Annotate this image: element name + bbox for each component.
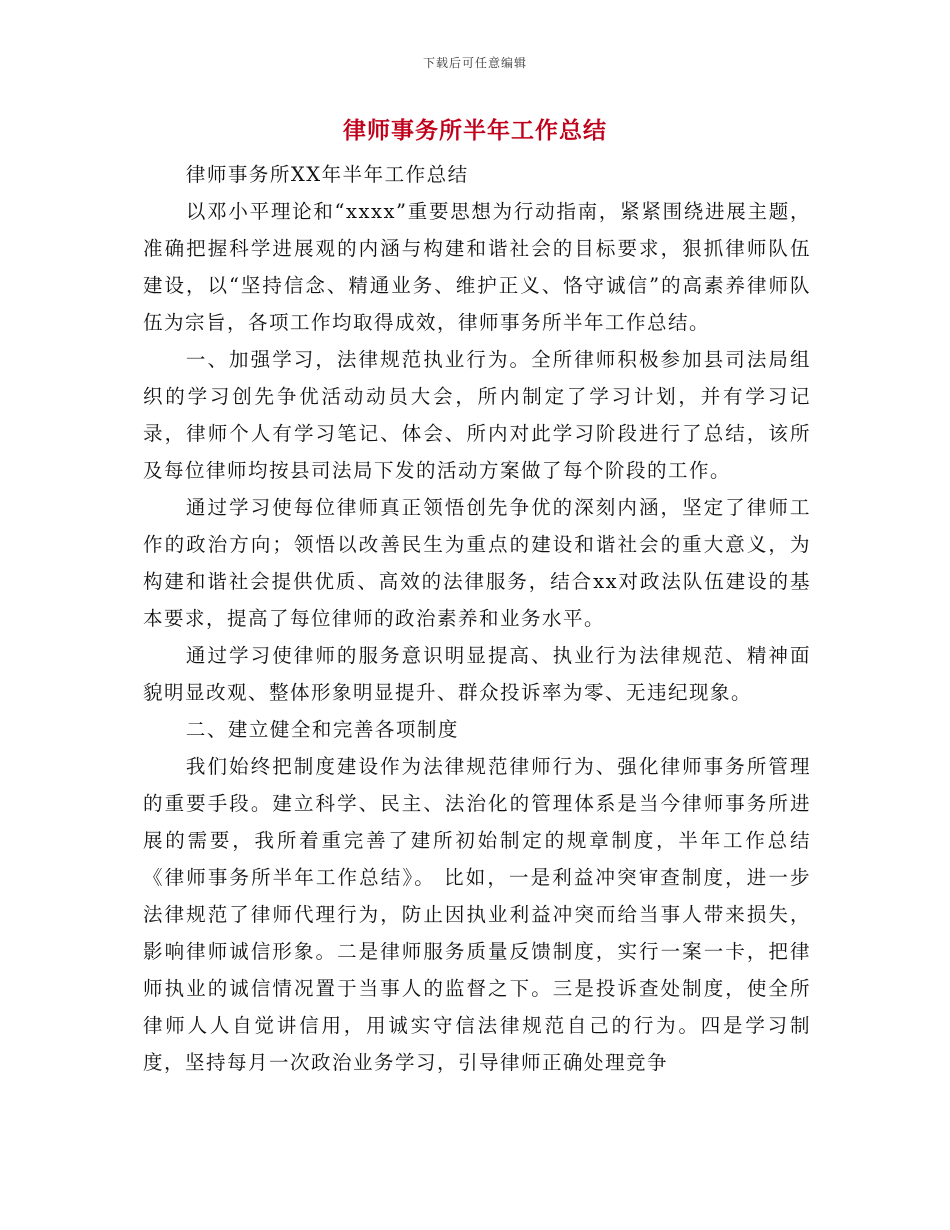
paragraph-intro: 以邓小平理论和“xxxx”重要思想为行动指南，紧紧围绕进展主题，准确把握科学进展观的内涵与构建和谐社会的目标要求，狠抓律师队伍建设，以“坚持信念、精通业务、维护正义、恪守诚信”的高素养律师队伍为宗旨，各项工作均取得成效，律师事务所半年工作总结。 xyxy=(143,200,811,334)
paragraph-subtitle: 律师事务所XX年半年工作总结 xyxy=(185,163,469,186)
paragraph-system-building: 我们始终把制度建设作为法律规范律师行为、强化律师事务所管理的重要手段。建立科学、民主、法治化的管理体系是当今律师事务所进展的需要，我所着重完善了建所初始制定的规章制度，半年工作总结《律师事务所半年工作总结》。 比如，一是利益冲突审查制度，进一步法律规范了律师代理行为，防止因执业利益冲突而给当事人带来损失，影响律师诚信形象。二是律师服务质量反馈制度，实行一案一卡，把律师执业的诚信情况置于当事人的监督之下。三是投诉查处制度，使全所律师人人自觉讲信用，用诚实守信法律规范自己的行为。四是学习制度，坚持每月一次政治业务学习，引导律师正确处理竞争 xyxy=(143,755,811,1074)
document-body xyxy=(143,156,811,1081)
paragraph-section-2-heading: 二、建立健全和完善各项制度 xyxy=(185,718,459,741)
paragraph-service-awareness: 通过学习使律师的服务意识明显提高、执业行为法律规范、精神面貌明显改观、整体形象明显提升、群众投诉率为零、无违纪现象。 xyxy=(143,644,811,704)
paragraph-section-1: 一、加强学习，法律规范执业行为。全所律师积极参加县司法局组织的学习创先争优活动动员大会，所内制定了学习计划，并有学习记录，律师个人有学习笔记、体会、所内对此学习阶段进行了总结，该所及每位律师均按县司法局下发的活动方案做了每个阶段的工作。 xyxy=(143,348,811,482)
document-title: 律师事务所半年工作总结 xyxy=(343,118,607,144)
header-note: 下载后可任意编辑 xyxy=(422,56,527,70)
paragraph-study-effect: 通过学习使每位律师真正领悟创先争优的深刻内涵，坚定了律师工作的政治方向；领悟以改善民生为重点的建设和谐社会的重大意义，为构建和谐社会提供优质、高效的法律服务，结合xx对政法队伍建设的基本要求，提高了每位律师的政治素养和业务水平。 xyxy=(143,496,811,630)
